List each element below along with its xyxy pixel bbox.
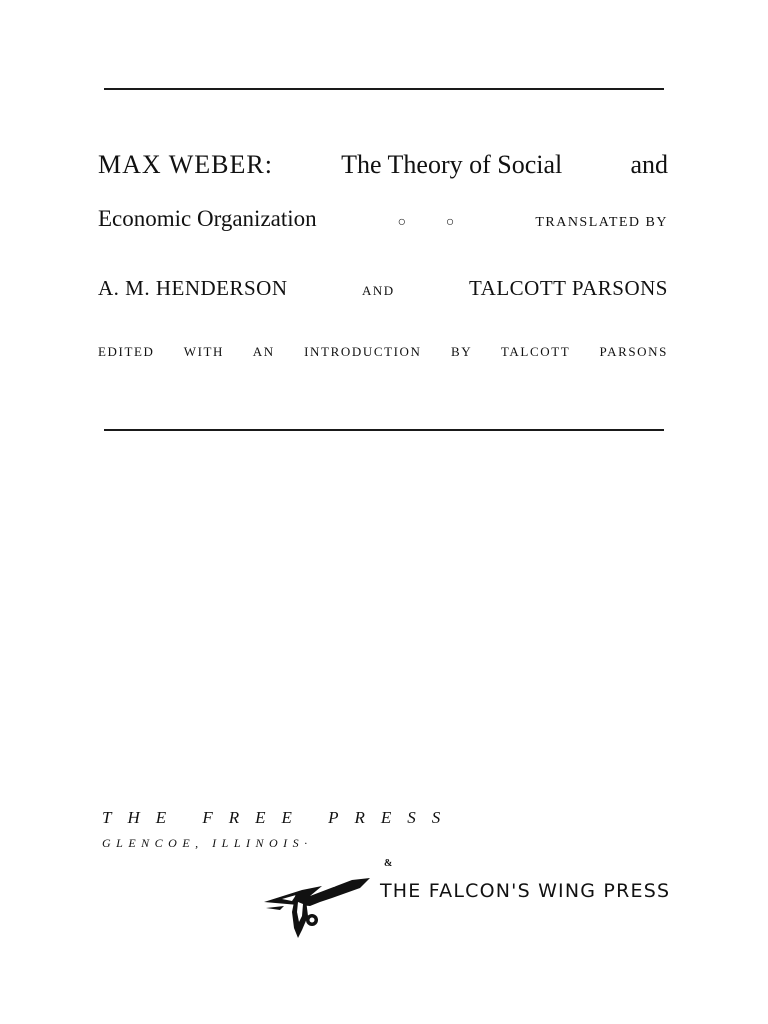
bottom-rule xyxy=(104,429,664,431)
falcon-logo-icon xyxy=(262,872,372,942)
title-part1: The Theory of Social xyxy=(341,150,563,179)
book-title-line xyxy=(98,150,668,180)
publisher-name: THE FREE PRESS xyxy=(102,808,457,827)
title-part2: Economic Organization xyxy=(98,206,317,231)
top-rule xyxy=(104,88,664,90)
translators-line xyxy=(98,276,668,301)
publisher-place: GLENCOE, ILLINOIS· xyxy=(102,836,313,850)
translator-2: TALCOTT PARSONS xyxy=(469,276,668,300)
ornament-circle-icon: ○ xyxy=(397,215,407,230)
title-author xyxy=(98,150,273,180)
title-and: and xyxy=(630,150,668,179)
ornaments xyxy=(394,206,459,232)
ampersand: & xyxy=(384,858,393,869)
editor-line: EDITED WITH AN INTRODUCTION BY TALCOTT PARSONS xyxy=(98,344,668,359)
book-subtitle-line xyxy=(98,206,668,232)
translator-1: A. M. HENDERSON xyxy=(98,276,288,300)
title-author-name: MAX WEBER: xyxy=(98,150,273,179)
ornament-circle-icon: ○ xyxy=(445,215,455,230)
second-publisher-name: THE FALCON'S WING PRESS xyxy=(380,880,671,902)
and-label: AND xyxy=(361,283,395,298)
translated-by-label: TRANSLATED BY xyxy=(535,215,668,230)
